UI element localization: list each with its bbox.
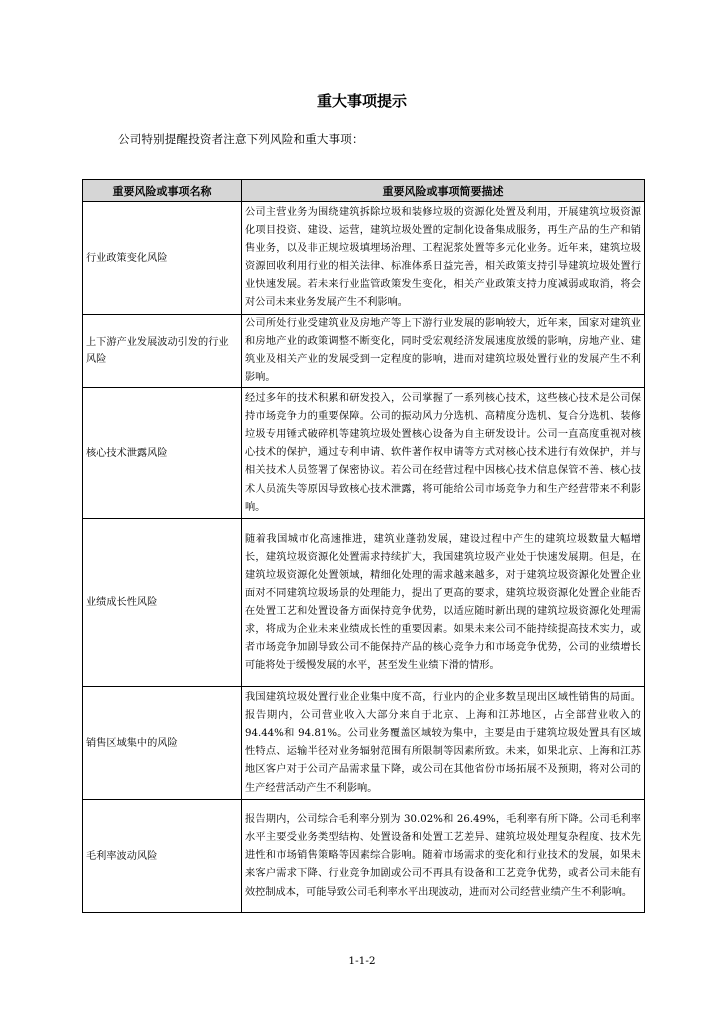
header-risk-name: 重要风险或事项名称 bbox=[83, 180, 242, 202]
table-row bbox=[83, 202, 645, 315]
intro-text: 公司特别提醒投资者注意下列风险和重大事项： bbox=[118, 132, 364, 146]
risk-description: 报告期内，公司综合毛利率分别为 30.02%和 26.49%，毛利率有所下降。公司毛利率水平主要受业务类型结构、处置设备和处置工艺差异、建筑垃圾处理复杂程度、技术先进性和市场销售策略等因素综合影响。随着市场需求的变化和行业技术的发展，如果未来客户需求下降、行业竞争加剧或公司不再具有设备和工艺竞争优势，或者公司未能有效控制成本，可能导致公司毛利率水平出现波动，进而对公司经营业绩产生不利影响。 bbox=[242, 800, 645, 913]
risk-name: 毛利率波动风险 bbox=[83, 800, 242, 913]
risk-name: 核心技术泄露风险 bbox=[83, 388, 242, 519]
risk-table bbox=[82, 179, 645, 913]
table-row bbox=[83, 519, 645, 687]
table-row bbox=[83, 800, 645, 913]
table-header-row bbox=[83, 180, 645, 202]
risk-description: 随着我国城市化高速推进，建筑业蓬勃发展，建设过程中产生的建筑垃圾数量大幅增长，建筑垃圾资源化处置需求持续扩大，我国建筑垃圾产业处于快速发展期。但是，在建筑垃圾资源化处置领域，精细化处理的需求越来越多，对于建筑垃圾资源化处置企业面对不同建筑垃圾场景的处理能力，提出了更高的要求，建筑垃圾资源化处置企业能否在处置工艺和处置设备方面保持竞争优势，以适应随时新出现的建筑垃圾资源化处理需求，将成为企业未来业绩成长性的重要因素。如果未来公司不能持续提高技术实力，或者市场竞争加剧导致公司不能保持产品的核心竞争力和市场竞争优势，公司的业绩增长可能将处于缓慢发展的水平，甚至发生业绩下滑的情形。 bbox=[242, 519, 645, 687]
risk-description: 我国建筑垃圾处置行业企业集中度不高，行业内的企业多数呈现出区域性销售的局面。报告期内，公司营业收入大部分来自于北京、上海和江苏地区，占全部营业收入的 94.44%和 94.81%。公司业务覆盖区域较为集中，主要是由于建筑垃圾处置具有区域性特点、运输半径对业务辐射范围有所限制等因素所致。未来，如果北京、上海和江苏地区客户对于公司产品需求量下降，或公司在其他省份市场拓展不及预期，将对公司的生产经营活动产生不利影响。 bbox=[242, 687, 645, 800]
risk-name: 业绩成长性风险 bbox=[83, 519, 242, 687]
table-row bbox=[83, 687, 645, 800]
table-row bbox=[83, 315, 645, 388]
risk-name: 上下游产业发展波动引发的行业风险 bbox=[83, 315, 242, 388]
risk-description: 公司所处行业受建筑业及房地产等上下游行业发展的影响较大，近年来，国家对建筑业和房地产业的政策调整不断变化，同时受宏观经济发展速度放缓的影响，房地产业、建筑业及相关产业的发展受到一定程度的影响，进而对建筑垃圾处置行业的发展产生不利影响。 bbox=[242, 315, 645, 388]
table-row bbox=[83, 388, 645, 519]
risk-description: 公司主营业务为围绕建筑拆除垃圾和装修垃圾的资源化处置及利用，开展建筑垃圾资源化项目投资、建设、运营，建筑垃圾处置的定制化设备集成服务，再生产品的生产和销售业务，以及非正规垃圾填埋场治理、工程泥浆处置等多元化业务。近年来，建筑垃圾资源回收利用行业的相关法律、标准体系日益完善，相关政策支持引导建筑垃圾处置行业快速发展。若未来行业监管政策发生变化，相关产业政策支持力度减弱或取消，将会对公司未来业务发展产生不利影响。 bbox=[242, 202, 645, 315]
risk-name: 行业政策变化风险 bbox=[83, 202, 242, 315]
risk-name: 销售区域集中的风险 bbox=[83, 687, 242, 800]
header-risk-description: 重要风险或事项简要描述 bbox=[242, 180, 645, 202]
risk-description: 经过多年的技术积累和研发投入，公司掌握了一系列核心技术，这些核心技术是公司保持市场竞争力的重要保障。公司的振动风力分选机、高精度分选机、复合分选机、装修垃圾专用锤式破碎机等建筑垃圾处置核心设备为自主研发设计。公司一直高度重视对核心技术的保护，通过专利申请、软件著作权申请等方式对核心技术进行有效保护，并与相关技术人员签署了保密协议。若公司在经营过程中因核心技术信息保管不善、核心技术人员流失等原因导致核心技术泄露，将可能给公司市场竞争力和生产经营带来不利影响。 bbox=[242, 388, 645, 519]
page-number: 1-1-2 bbox=[348, 955, 376, 967]
page-title: 重大事项提示 bbox=[316, 92, 407, 110]
